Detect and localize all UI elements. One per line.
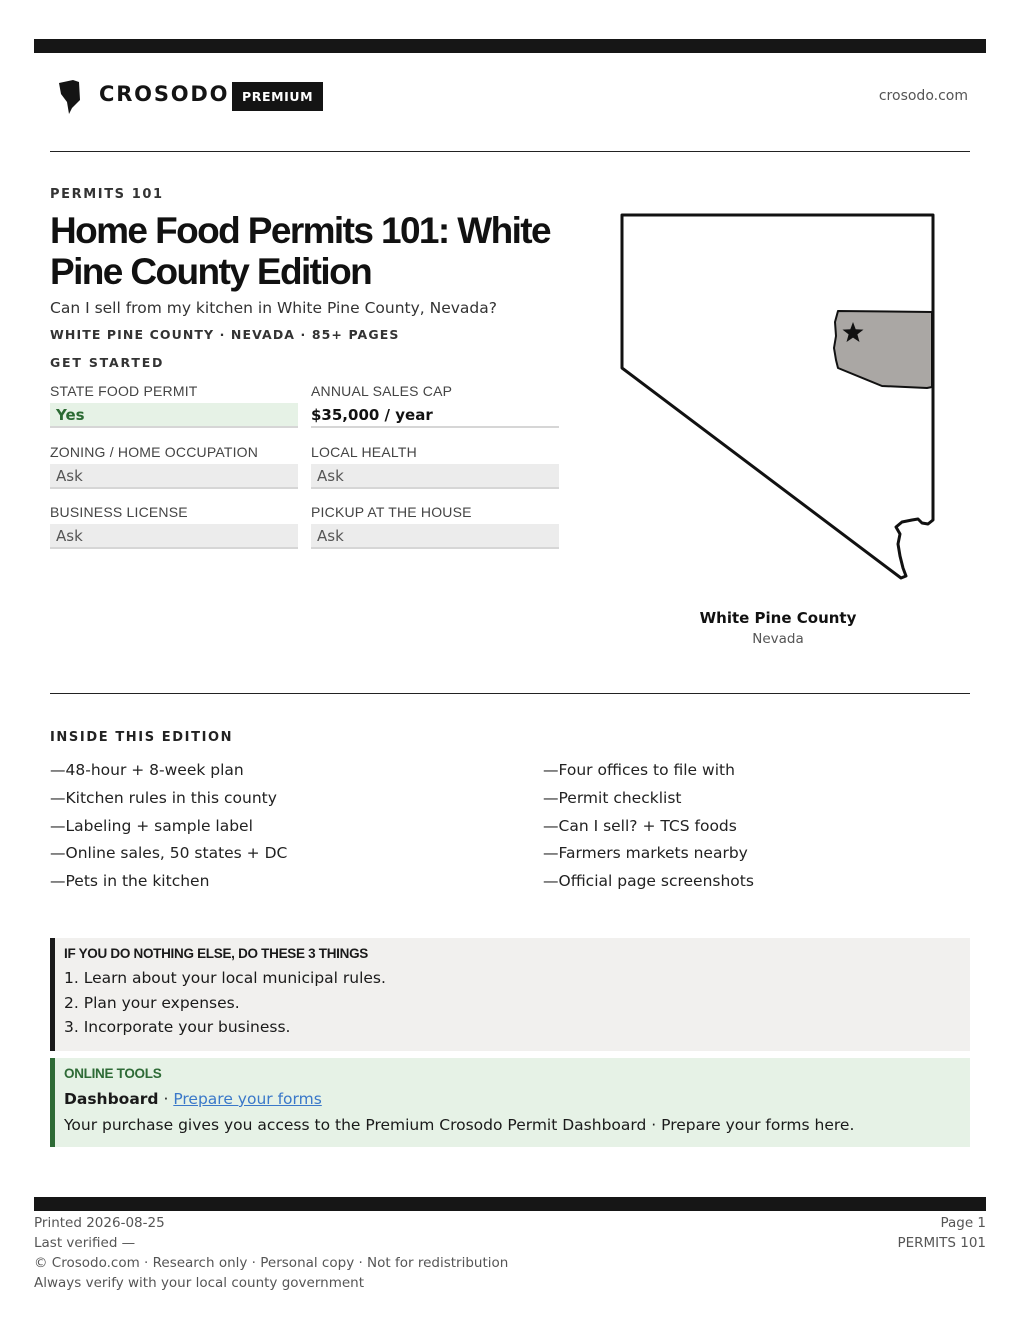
- list-item: —Online sales, 50 states + DC: [50, 844, 288, 863]
- page-header: [50, 78, 970, 118]
- copyright-notice: © Crosodo.com · Research only · Personal copy · Not for redistribution: [34, 1255, 509, 1271]
- dashboard-label: Dashboard: [64, 1090, 159, 1108]
- footer-right: [897, 1213, 986, 1253]
- must-do-list: [64, 966, 970, 1040]
- field-value: Yes: [50, 403, 298, 428]
- eyebrow-label: PERMITS 101: [50, 187, 164, 202]
- get-started-heading: GET STARTED: [50, 355, 165, 370]
- field-annual-sales-cap: [311, 383, 559, 428]
- field-value: Ask: [50, 464, 298, 489]
- inside-list-right: [543, 757, 754, 896]
- map-caption-county: White Pine County: [699, 609, 857, 627]
- inside-list-left: [50, 757, 287, 896]
- callout-title: ONLINE TOOLS: [64, 1066, 162, 1081]
- list-item: —Official page screenshots: [543, 872, 754, 891]
- top-rule-bar: [34, 39, 986, 53]
- list-item: 1. Learn about your local municipal rules.: [64, 969, 386, 987]
- list-item: 3. Incorporate your business.: [64, 1018, 291, 1036]
- nevada-outline: [622, 215, 933, 578]
- list-item: —Permit checklist: [543, 788, 682, 807]
- page-number: Page 1: [940, 1215, 986, 1231]
- field-label: PICKUP AT THE HOUSE: [311, 504, 472, 520]
- header-divider: [50, 151, 970, 152]
- list-item: —Labeling + sample label: [50, 816, 253, 835]
- site-url[interactable]: crosodo.com: [878, 88, 968, 104]
- footer-left: [34, 1213, 508, 1293]
- page-subtitle: Can I sell from my kitchen in White Pine County, Nevada?: [50, 299, 497, 317]
- nevada-county-map: [618, 210, 938, 582]
- last-verified: Last verified —: [34, 1235, 136, 1251]
- field-value: $35,000 / year: [311, 403, 559, 428]
- map-caption-state: Nevada: [752, 631, 804, 647]
- dashboard-line: [64, 1087, 970, 1112]
- list-item: 2. Plan your expenses.: [64, 993, 240, 1012]
- footer-section: PERMITS 101: [897, 1235, 986, 1251]
- field-local-health: [311, 444, 559, 489]
- field-zoning: [50, 444, 298, 489]
- field-label: LOCAL HEALTH: [311, 444, 417, 460]
- field-value: Ask: [50, 524, 298, 549]
- inside-edition-heading: INSIDE THIS EDITION: [50, 730, 234, 745]
- field-pickup: [311, 504, 559, 549]
- list-item: —Pets in the kitchen: [50, 872, 210, 891]
- field-value: Ask: [311, 464, 559, 489]
- edition-meta: WHITE PINE COUNTY · NEVADA · 85+ PAGES: [50, 327, 400, 342]
- field-business-license: [50, 504, 298, 549]
- printed-date: Printed 2026-08-25: [34, 1215, 165, 1231]
- field-label: ANNUAL SALES CAP: [311, 383, 453, 399]
- prepare-forms-link[interactable]: Prepare your forms: [173, 1090, 322, 1108]
- section-divider: [50, 693, 970, 694]
- list-item: —48-hour + 8-week plan: [50, 761, 244, 779]
- field-label: STATE FOOD PERMIT: [50, 383, 198, 399]
- field-value: Ask: [311, 524, 559, 549]
- dashboard-description: Your purchase gives you access to the Premium Crosodo Permit Dashboard · Prepare your forms here.: [64, 1116, 855, 1134]
- verify-note: Always verify with your local county government: [34, 1275, 364, 1291]
- page-title: Home Food Permits 101: White Pine County Edition: [50, 210, 551, 292]
- nevada-state-icon: [59, 80, 81, 114]
- callout-title: IF YOU DO NOTHING ELSE, DO THESE 3 THINGS: [64, 946, 368, 961]
- list-item: —Kitchen rules in this county: [50, 788, 277, 807]
- field-state-food-permit: [50, 383, 298, 428]
- separator: ·: [158, 1090, 174, 1108]
- list-item: —Four offices to file with: [543, 761, 735, 779]
- bottom-rule-bar: [34, 1197, 986, 1211]
- premium-badge: PREMIUM: [232, 82, 323, 111]
- field-label: BUSINESS LICENSE: [50, 504, 188, 520]
- list-item: —Farmers markets nearby: [543, 844, 748, 863]
- online-tools-callout: [50, 1058, 970, 1147]
- list-item: —Can I sell? + TCS foods: [543, 816, 737, 835]
- field-label: ZONING / HOME OCCUPATION: [50, 444, 259, 460]
- must-do-callout: [50, 938, 970, 1051]
- brand-name[interactable]: CROSODO: [99, 82, 230, 106]
